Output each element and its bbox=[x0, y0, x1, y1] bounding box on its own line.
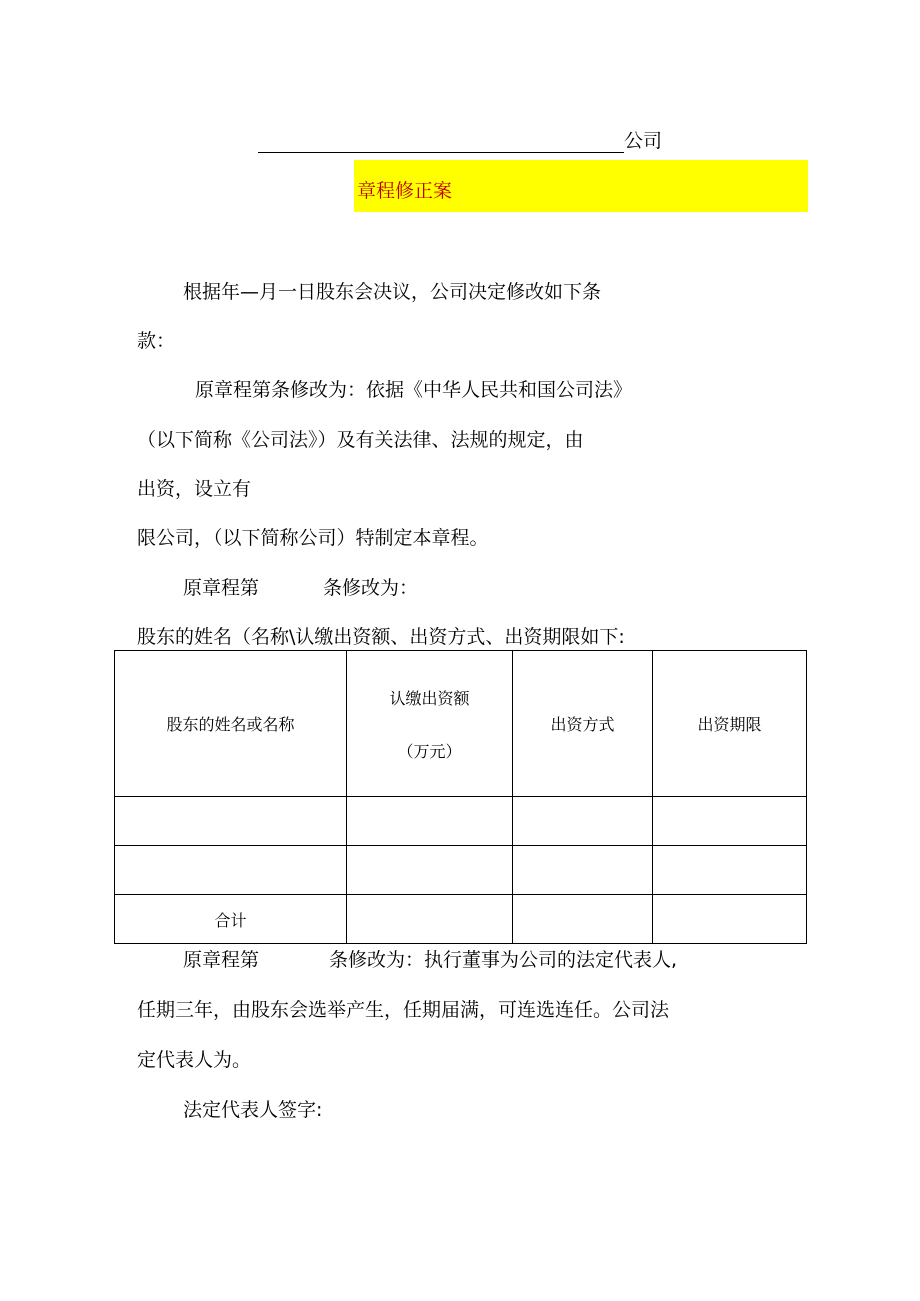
para1-line1: 根据年—月一日股东会决议，公司决定修改如下条 bbox=[183, 281, 602, 303]
para2-line1: 原章程第条修改为：依据《中华人民共和国公司法》 bbox=[195, 379, 633, 401]
table-cell[interactable] bbox=[653, 895, 807, 944]
table-total-row bbox=[115, 895, 807, 944]
table-cell[interactable] bbox=[347, 895, 513, 944]
header-amount-line1: 认缴出资额 bbox=[389, 688, 470, 708]
para2-line2: （以下简称《公司法》）及有关法律、法规的规定，由 bbox=[137, 429, 584, 451]
table-row bbox=[115, 797, 807, 846]
total-label: 合计 bbox=[115, 895, 347, 944]
table-cell[interactable] bbox=[513, 895, 653, 944]
para3-prefix: 原章程第 bbox=[183, 577, 260, 599]
para4-line3: 定代表人为。 bbox=[137, 1049, 252, 1071]
table-header-row bbox=[115, 651, 807, 797]
table-cell[interactable] bbox=[653, 846, 807, 895]
para1-line2: 款： bbox=[137, 330, 176, 352]
header-amount-line2: （万元） bbox=[397, 741, 462, 761]
para2-line4: 限公司，（以下简称公司）特制定本章程。 bbox=[137, 527, 489, 549]
header-subscribed-amount bbox=[347, 651, 513, 797]
header-contribution-method: 出资方式 bbox=[513, 651, 653, 797]
shareholder-table bbox=[114, 650, 807, 944]
para3-line2: 股东的姓名（名称\认缴出资额、出资方式、出资期限如下: bbox=[137, 626, 625, 648]
para4-prefix: 原章程第 bbox=[183, 949, 260, 971]
company-suffix: 公司 bbox=[624, 130, 663, 152]
header-shareholder-name: 股东的姓名或名称 bbox=[115, 651, 347, 797]
table-cell[interactable] bbox=[115, 797, 347, 846]
table-cell[interactable] bbox=[115, 846, 347, 895]
table-cell[interactable] bbox=[347, 797, 513, 846]
table-cell[interactable] bbox=[347, 846, 513, 895]
table-cell[interactable] bbox=[653, 797, 807, 846]
company-name-blank bbox=[258, 132, 624, 153]
document-title: 章程修正案 bbox=[357, 180, 453, 202]
para4-suffix: 条修改为：执行董事为公司的法定代表人, bbox=[329, 949, 678, 971]
table-cell[interactable] bbox=[513, 846, 653, 895]
header-contribution-term: 出资期限 bbox=[653, 651, 807, 797]
para2-line3: 出资，设立有 bbox=[137, 478, 252, 500]
para3-suffix: 条修改为： bbox=[323, 577, 419, 599]
table-row bbox=[115, 846, 807, 895]
table-cell[interactable] bbox=[513, 797, 653, 846]
para4-line2: 任期三年，由股东会选举产生，任期届满，可连选连任。公司法 bbox=[137, 999, 670, 1021]
signature-label: 法定代表人签字: bbox=[183, 1099, 323, 1121]
company-name-line bbox=[258, 126, 662, 153]
